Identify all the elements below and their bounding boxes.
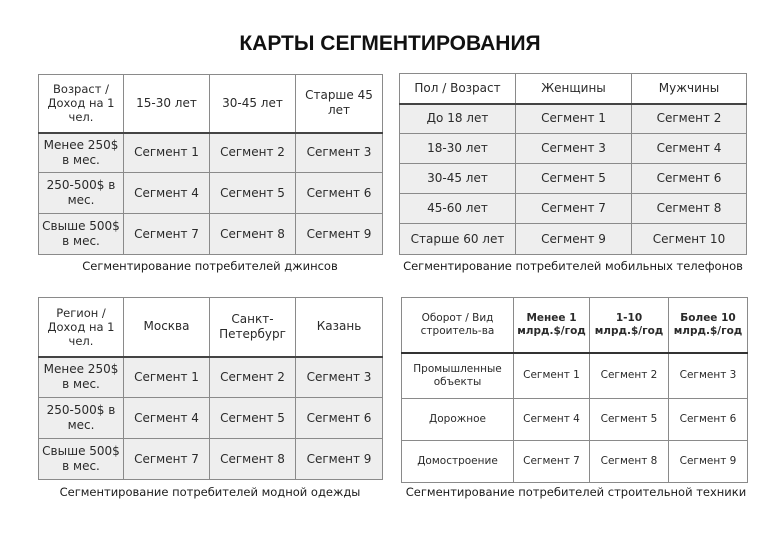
segment-cell: Сегмент 8 bbox=[590, 441, 669, 483]
segment-cell: Сегмент 4 bbox=[124, 398, 210, 439]
segment-cell: Сегмент 9 bbox=[296, 439, 383, 480]
segment-cell: Сегмент 4 bbox=[632, 134, 747, 164]
segment-cell: Сегмент 8 bbox=[632, 194, 747, 224]
column-header: Санкт-Петербург bbox=[210, 298, 296, 357]
row-header: Менее 250$ в мес. bbox=[39, 133, 124, 173]
fashion-segmentation-table bbox=[38, 297, 383, 480]
construction-equipment-segmentation-table bbox=[401, 297, 748, 483]
column-header: Женщины bbox=[516, 74, 632, 104]
segment-cell: Сегмент 5 bbox=[210, 398, 296, 439]
corner-header: Пол / Возраст bbox=[400, 74, 516, 104]
segment-cell: Сегмент 1 bbox=[124, 357, 210, 398]
row-header: До 18 лет bbox=[400, 104, 516, 134]
column-header: Казань bbox=[296, 298, 383, 357]
segment-cell: Сегмент 1 bbox=[124, 133, 210, 173]
row-header: Дорожное bbox=[402, 399, 514, 441]
segment-cell: Сегмент 2 bbox=[590, 353, 669, 399]
row-header: Свыше 500$ в мес. bbox=[39, 439, 124, 480]
segment-cell: Сегмент 6 bbox=[296, 173, 383, 214]
corner-header: Возраст / Доход на 1 чел. bbox=[39, 75, 124, 133]
segment-cell: Сегмент 8 bbox=[210, 214, 296, 255]
segment-cell: Сегмент 1 bbox=[516, 104, 632, 134]
table-caption: Сегментирование потребителей модной одежды bbox=[59, 485, 361, 499]
segment-cell: Сегмент 6 bbox=[632, 164, 747, 194]
column-header: Менее 1 млрд.$/год bbox=[514, 298, 590, 353]
segment-cell: Сегмент 5 bbox=[210, 173, 296, 214]
segment-cell: Сегмент 7 bbox=[124, 439, 210, 480]
segment-cell: Сегмент 6 bbox=[669, 399, 748, 441]
segment-cell: Сегмент 7 bbox=[514, 441, 590, 483]
segment-cell: Сегмент 2 bbox=[632, 104, 747, 134]
segment-cell: Сегмент 3 bbox=[516, 134, 632, 164]
segment-cell: Сегмент 6 bbox=[296, 398, 383, 439]
column-header: 1-10 млрд.$/год bbox=[590, 298, 669, 353]
segment-cell: Сегмент 4 bbox=[514, 399, 590, 441]
corner-header: Оборот / Вид строитель-ва bbox=[402, 298, 514, 353]
column-header: 15-30 лет bbox=[124, 75, 210, 133]
segment-cell: Сегмент 7 bbox=[124, 214, 210, 255]
segment-cell: Сегмент 2 bbox=[210, 133, 296, 173]
segment-cell: Сегмент 3 bbox=[296, 357, 383, 398]
table-caption: Сегментирование потребителей строительной техники bbox=[405, 485, 747, 499]
table-caption: Сегментирование потребителей джинсов bbox=[82, 259, 338, 273]
segment-cell: Сегмент 3 bbox=[296, 133, 383, 173]
corner-header: Регион / Доход на 1 чел. bbox=[39, 298, 124, 357]
row-header: Домостроение bbox=[402, 441, 514, 483]
row-header: Свыше 500$ в мес. bbox=[39, 214, 124, 255]
row-header: 45-60 лет bbox=[400, 194, 516, 224]
table-caption: Сегментирование потребителей мобильных телефонов bbox=[403, 259, 743, 273]
segment-cell: Сегмент 2 bbox=[210, 357, 296, 398]
column-header: Мужчины bbox=[632, 74, 747, 104]
jeans-segmentation-table bbox=[38, 74, 383, 255]
row-header: Менее 250$ в мес. bbox=[39, 357, 124, 398]
page-title: КАРТЫ СЕГМЕНТИРОВАНИЯ bbox=[239, 32, 541, 55]
segment-cell: Сегмент 9 bbox=[516, 224, 632, 255]
segment-cell: Сегмент 5 bbox=[516, 164, 632, 194]
row-header: 250-500$ в мес. bbox=[39, 173, 124, 214]
mobile-phones-segmentation-table bbox=[399, 73, 747, 255]
segment-cell: Сегмент 8 bbox=[210, 439, 296, 480]
segment-cell: Сегмент 9 bbox=[296, 214, 383, 255]
segment-cell: Сегмент 9 bbox=[669, 441, 748, 483]
segment-cell: Сегмент 4 bbox=[124, 173, 210, 214]
row-header: 250-500$ в мес. bbox=[39, 398, 124, 439]
segment-cell: Сегмент 7 bbox=[516, 194, 632, 224]
segment-cell: Сегмент 1 bbox=[514, 353, 590, 399]
row-header: 30-45 лет bbox=[400, 164, 516, 194]
segment-cell: Сегмент 3 bbox=[669, 353, 748, 399]
column-header: 30-45 лет bbox=[210, 75, 296, 133]
segment-cell: Сегмент 5 bbox=[590, 399, 669, 441]
column-header: Старше 45 лет bbox=[296, 75, 383, 133]
segment-cell: Сегмент 10 bbox=[632, 224, 747, 255]
column-header: Более 10 млрд.$/год bbox=[669, 298, 748, 353]
row-header: Промышленные объекты bbox=[402, 353, 514, 399]
row-header: Старше 60 лет bbox=[400, 224, 516, 255]
row-header: 18-30 лет bbox=[400, 134, 516, 164]
column-header: Москва bbox=[124, 298, 210, 357]
